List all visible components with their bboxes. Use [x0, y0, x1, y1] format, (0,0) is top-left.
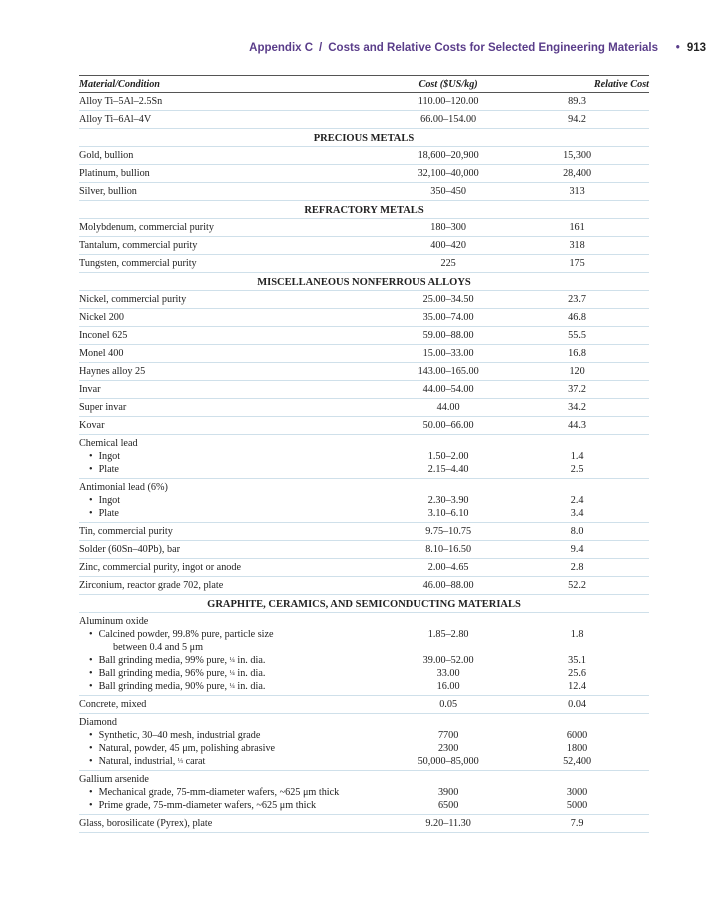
material-name: Kovar [79, 417, 391, 435]
relative-value: 3000 [566, 787, 588, 798]
cost-value: 9.20–11.30 [391, 815, 505, 833]
material-name: Alloy Ti–6Al–4V [79, 111, 391, 129]
sub-item [79, 755, 391, 768]
cost-value: 16.00 [436, 681, 460, 692]
cost-values [391, 613, 505, 696]
cost-value: 7700 [437, 730, 459, 741]
relative-values [505, 613, 649, 696]
relative-value: 12.4 [568, 681, 586, 692]
relative-value: 2.5 [570, 464, 584, 475]
cost-value: 225 [391, 255, 505, 273]
group-name: Chemical lead [79, 438, 138, 449]
cost-value: 3900 [437, 787, 459, 798]
relative-value: 161 [505, 219, 649, 237]
table-row [79, 147, 649, 165]
section-heading [79, 595, 649, 613]
cost-value: 1.50–2.00 [427, 451, 469, 462]
cost-value: 400–420 [391, 237, 505, 255]
relative-value: 120 [505, 363, 649, 381]
sub-item-continued: between 0.4 and 5 μm [113, 642, 204, 653]
relative-value: 25.6 [568, 668, 586, 679]
relative-value: 94.2 [505, 111, 649, 129]
table-row [79, 696, 649, 714]
sub-item: • Ingot [79, 494, 391, 507]
cost-value: 39.00–52.00 [422, 655, 474, 666]
material-name: Molybdenum, commercial purity [79, 219, 391, 237]
relative-value: 2.8 [505, 559, 649, 577]
relative-value: 34.2 [505, 399, 649, 417]
cost-value: 66.00–154.00 [391, 111, 505, 129]
cost-values [391, 479, 505, 523]
relative-value: 8.0 [505, 523, 649, 541]
relative-value: 175 [505, 255, 649, 273]
material-group [79, 714, 391, 771]
relative-value: 5000 [566, 800, 588, 811]
cost-values [391, 435, 505, 479]
cost-value: 35.00–74.00 [391, 309, 505, 327]
table-row-group [79, 771, 649, 815]
cost-value: 2300 [437, 743, 459, 754]
table-row [79, 165, 649, 183]
relative-value: 2.4 [570, 495, 584, 506]
appendix-title: Costs and Relative Costs for Selected Engineering Materials [328, 42, 658, 54]
table-row-group [79, 714, 649, 771]
relative-value: 46.8 [505, 309, 649, 327]
material-group [79, 435, 391, 479]
material-name: Tungsten, commercial purity [79, 255, 391, 273]
fraction: ¼ [229, 682, 235, 690]
relative-value: 313 [505, 183, 649, 201]
cost-table [79, 75, 649, 833]
relative-value: 16.8 [505, 345, 649, 363]
relative-value: 52,400 [563, 756, 592, 767]
cost-value: 59.00–88.00 [391, 327, 505, 345]
fraction: ¼ [229, 656, 235, 664]
cost-value: 44.00–54.00 [391, 381, 505, 399]
cost-value: 33.00 [436, 668, 460, 679]
section-heading [79, 201, 649, 219]
fraction: ⅓ [177, 757, 184, 765]
fraction: ¼ [229, 669, 235, 677]
relative-value: 23.7 [505, 291, 649, 309]
relative-value: 52.2 [505, 577, 649, 595]
cost-value: 44.00 [391, 399, 505, 417]
material-name: Invar [79, 381, 391, 399]
sub-item-unit: in. dia. [237, 668, 266, 679]
material-name: Tantalum, commercial purity [79, 237, 391, 255]
cost-value: 350–450 [391, 183, 505, 201]
cost-value: 50,000–85,000 [417, 756, 479, 767]
sub-item-text: Ball grinding media, 96% pure, [98, 668, 228, 679]
group-name: Diamond [79, 717, 117, 728]
page-number-block [676, 42, 706, 54]
running-title [249, 42, 658, 54]
cost-value: 6500 [437, 800, 459, 811]
relative-value: 55.5 [505, 327, 649, 345]
material-name: Solder (60Sn–40Pb), bar [79, 541, 391, 559]
sub-item: • Plate [79, 507, 391, 520]
material-name: Nickel, commercial purity [79, 291, 391, 309]
sub-item-unit: in. dia. [237, 681, 266, 692]
sub-item: • Mechanical grade, 75-mm-diameter wafers, ~625 μm thick [79, 786, 391, 799]
table-row [79, 183, 649, 201]
material-name: Haynes alloy 25 [79, 363, 391, 381]
material-name: Super invar [79, 399, 391, 417]
cost-value: 3.10–6.10 [427, 508, 469, 519]
cost-value: 25.00–34.50 [391, 291, 505, 309]
cost-values [391, 771, 505, 815]
group-name: Aluminum oxide [79, 616, 149, 627]
cost-value: 2.15–4.40 [427, 464, 469, 475]
relative-value: 28,400 [505, 165, 649, 183]
sub-item: • Prime grade, 75-mm-diameter wafers, ~625 μm thick [79, 799, 391, 812]
cost-values [391, 714, 505, 771]
sub-item-unit: carat [185, 756, 206, 767]
material-name: Tin, commercial purity [79, 523, 391, 541]
table-row [79, 399, 649, 417]
section-heading [79, 129, 649, 147]
sub-item-text: Natural, industrial, [98, 756, 176, 767]
cost-value: 180–300 [391, 219, 505, 237]
appendix-label: Appendix C [249, 42, 314, 54]
col-cost: Cost ($US/kg) [391, 76, 505, 93]
material-name: Zinc, commercial purity, ingot or anode [79, 559, 391, 577]
sub-item [79, 680, 391, 693]
relative-value: 3.4 [570, 508, 584, 519]
sub-item: • Synthetic, 30–40 mesh, industrial grade [79, 729, 391, 742]
relative-value: 9.4 [505, 541, 649, 559]
cost-value: 2.30–3.90 [427, 495, 469, 506]
material-name: Monel 400 [79, 345, 391, 363]
table-row [79, 541, 649, 559]
relative-values [505, 435, 649, 479]
col-material: Material/Condition [79, 76, 391, 93]
relative-value: 15,300 [505, 147, 649, 165]
table-row [79, 523, 649, 541]
material-name: Glass, borosilicate (Pyrex), plate [79, 815, 391, 833]
table-row [79, 237, 649, 255]
material-name: Platinum, bullion [79, 165, 391, 183]
material-name: Inconel 625 [79, 327, 391, 345]
relative-values [505, 479, 649, 523]
relative-value: 1800 [566, 743, 588, 754]
material-name: Gold, bullion [79, 147, 391, 165]
table-row [79, 309, 649, 327]
cost-value: 15.00–33.00 [391, 345, 505, 363]
table-row-group [79, 613, 649, 696]
cost-value: 2.00–4.65 [391, 559, 505, 577]
sub-item: • Plate [79, 463, 391, 476]
section-nonferrous-alloys: MISCELLANEOUS NONFERROUS ALLOYS [79, 273, 649, 291]
material-name: Nickel 200 [79, 309, 391, 327]
page-number: 913 [686, 42, 706, 54]
table-row [79, 345, 649, 363]
group-name: Gallium arsenide [79, 774, 149, 785]
cost-value: 110.00–120.00 [391, 93, 505, 111]
sub-item-text: Ball grinding media, 99% pure, [98, 655, 228, 666]
table-row [79, 381, 649, 399]
relative-value: 0.04 [505, 696, 649, 714]
relative-values [505, 771, 649, 815]
material-name: Concrete, mixed [79, 696, 391, 714]
section-refractory-metals: REFRACTORY METALS [79, 201, 649, 219]
sub-item-unit: in. dia. [237, 655, 266, 666]
table-row-group [79, 435, 649, 479]
relative-value: 1.8 [570, 629, 584, 640]
header-bullet: • [675, 42, 680, 54]
table-row-group [79, 479, 649, 523]
relative-value: 7.9 [505, 815, 649, 833]
relative-value: 1.4 [570, 451, 584, 462]
relative-values [505, 714, 649, 771]
cost-value: 1.85–2.80 [427, 629, 469, 640]
section-precious-metals: PRECIOUS METALS [79, 129, 649, 147]
material-group [79, 613, 391, 696]
table-header-row [79, 76, 649, 93]
cost-value: 8.10–16.50 [391, 541, 505, 559]
material-name: Zirconium, reactor grade 702, plate [79, 577, 391, 595]
material-name: Silver, bullion [79, 183, 391, 201]
table-row [79, 219, 649, 237]
table-row [79, 363, 649, 381]
sub-item [79, 667, 391, 680]
material-name: Alloy Ti–5Al–2.5Sn [79, 93, 391, 111]
relative-value: 318 [505, 237, 649, 255]
table-row [79, 255, 649, 273]
relative-value: 44.3 [505, 417, 649, 435]
table-row [79, 111, 649, 129]
group-name: Antimonial lead (6%) [79, 482, 168, 493]
relative-value: 6000 [566, 730, 588, 741]
table-row [79, 93, 649, 111]
title-separator: / [319, 42, 323, 54]
col-relative: Relative Cost [505, 76, 649, 93]
sub-item: • Ingot [79, 450, 391, 463]
table-row [79, 417, 649, 435]
cost-value: 50.00–66.00 [391, 417, 505, 435]
sub-item: • Calcined powder, 99.8% pure, particle size [79, 628, 391, 641]
material-group [79, 771, 391, 815]
sub-item-text: Ball grinding media, 90% pure, [98, 681, 228, 692]
section-graphite-ceramics: GRAPHITE, CERAMICS, AND SEMICONDUCTING MATERIALS [79, 595, 649, 613]
cost-value: 46.00–88.00 [391, 577, 505, 595]
cost-value: 143.00–165.00 [391, 363, 505, 381]
cost-value: 18,600–20,900 [391, 147, 505, 165]
section-heading [79, 273, 649, 291]
sub-item [79, 654, 391, 667]
material-group [79, 479, 391, 523]
table-row [79, 559, 649, 577]
cost-value: 32,100–40,000 [391, 165, 505, 183]
sub-item: • Natural, powder, 45 μm, polishing abrasive [79, 742, 391, 755]
table-row [79, 577, 649, 595]
table-row [79, 291, 649, 309]
table-row [79, 815, 649, 833]
relative-value: 35.1 [568, 655, 586, 666]
page-header [0, 42, 719, 58]
relative-value: 89.3 [505, 93, 649, 111]
relative-value: 37.2 [505, 381, 649, 399]
table-row [79, 327, 649, 345]
cost-value: 0.05 [391, 696, 505, 714]
cost-value: 9.75–10.75 [391, 523, 505, 541]
